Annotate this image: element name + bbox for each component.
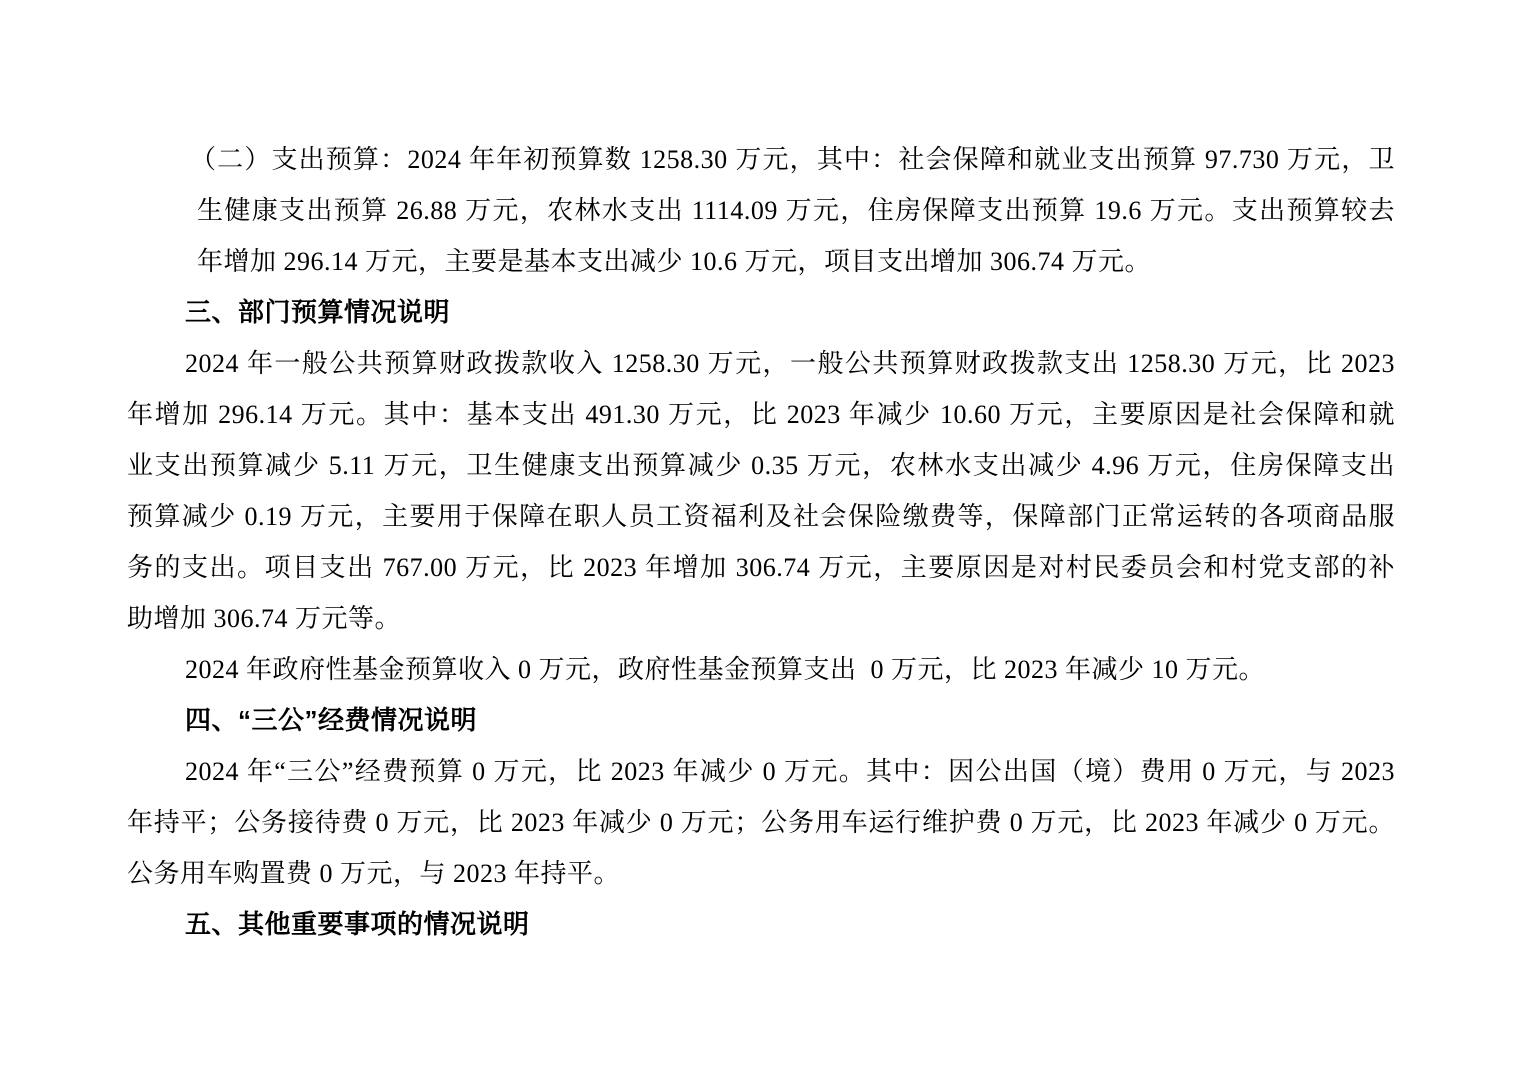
- text-line: 年增加 296.14 万元，主要是基本支出减少 10.6 万元，项目支出增加 306.74 万元。: [197, 247, 1152, 276]
- paragraph-government-fund: [127, 644, 1395, 695]
- text-line: 2024 年政府性基金预算收入 0 万元，政府性基金预算支出 0 万元，比 2023 年减少 10 万元。: [185, 655, 1266, 684]
- text-line: 助增加 306.74 万元等。: [127, 604, 402, 633]
- paragraph-expenditure-budget: [190, 134, 1395, 287]
- paragraph-budget-detail: [127, 338, 1395, 644]
- section-heading-department-budget: 三、部门预算情况说明: [185, 297, 451, 327]
- text-line: 业支出预算减少 5.11 万元，卫生健康支出预算减少 0.35 万元，农林水支出减少 4.96 万元，住房保障支出: [127, 451, 1395, 480]
- text-line: 务的支出。项目支出 767.00 万元，比 2023 年增加 306.74 万元，主要原因是对村民委员会和村党支部的补: [127, 553, 1395, 582]
- section-heading-three-public-funds: 四、“三公”经费情况说明: [185, 705, 478, 735]
- text-line: 2024 年一般公共预算财政拨款收入 1258.30 万元，一般公共预算财政拨款支出 1258.30 万元，比 2023: [185, 349, 1395, 378]
- text-line: 公务用车购置费 0 万元，与 2023 年持平。: [127, 859, 621, 888]
- paragraph-three-public-funds: [127, 746, 1395, 899]
- text-line: 预算减少 0.19 万元，主要用于保障在职人员工资福利及社会保险缴费等，保障部门正常运转的各项商品服: [127, 502, 1395, 531]
- text-line: 年增加 296.14 万元。其中：基本支出 491.30 万元，比 2023 年减少 10.60 万元，主要原因是社会保障和就: [127, 400, 1395, 429]
- text-line: 2024 年“三公”经费预算 0 万元，比 2023 年减少 0 万元。其中：因公出国（境）费用 0 万元，与 2023: [185, 757, 1395, 786]
- text-line: 生健康支出预算 26.88 万元，农林水支出 1114.09 万元，住房保障支出预算 19.6 万元。支出预算较去: [197, 196, 1395, 225]
- section-heading-other-important-matters: 五、其他重要事项的情况说明: [185, 909, 530, 939]
- text-line: 年持平；公务接待费 0 万元，比 2023 年减少 0 万元；公务用车运行维护费 0 万元，比 2023 年减少 0 万元。: [127, 808, 1395, 837]
- text-line: （二）支出预算：2024 年年初预算数 1258.30 万元，其中：社会保障和就业支出预算 97.730 万元，卫: [190, 145, 1395, 174]
